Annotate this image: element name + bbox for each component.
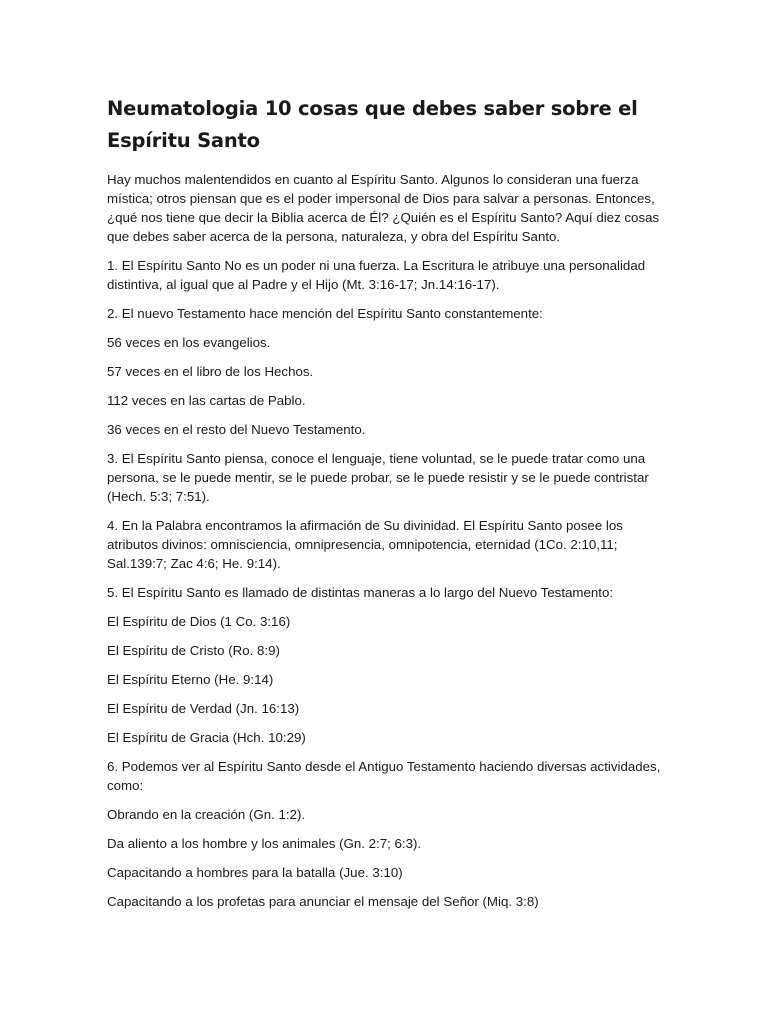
document-title: Neumatologia 10 cosas que debes saber sobre el Espíritu Santo: [107, 97, 638, 152]
point-4-paragraph: 4. En la Palabra encontramos la afirmación de Su divinidad. El Espíritu Santo posee los atributos divinos: omnisciencia, omnipresencia, omnipotencia, eternidad (1Co. 2:10,11; Sal.139:7; Zac 4:6; He. 9:14).: [107, 518, 623, 571]
list-item: Capacitando a los profetas para anunciar el mensaje del Señor (Miq. 3:8): [107, 894, 539, 909]
intro-paragraph: Hay muchos malentendidos en cuanto al Espíritu Santo. Algunos lo consideran una fuerza mística; otros piensan que es el poder impersonal de Dios para salvar a personas. Entonces, ¿qué nos tiene que decir la Biblia acerca de Él? ¿Quién es el Espíritu Santo? Aquí diez cosas que debes saber acerca de la persona, naturaleza, y obra del Espíritu Santo.: [107, 172, 660, 244]
list-item: Capacitando a hombres para la batalla (Jue. 3:10): [107, 865, 403, 880]
point-6-paragraph: 6. Podemos ver al Espíritu Santo desde el Antiguo Testamento haciendo diversas actividades, como:: [107, 759, 661, 793]
document-page: [107, 93, 667, 921]
list-item: El Espíritu de Cristo (Ro. 8:9): [107, 643, 280, 658]
list-item: Da aliento a los hombre y los animales (Gn. 2:7; 6:3).: [107, 836, 422, 851]
list-item: El Espíritu Eterno (He. 9:14): [107, 672, 274, 687]
list-item: El Espíritu de Verdad (Jn. 16:13): [107, 701, 300, 716]
point-2-paragraph: 2. El nuevo Testamento hace mención del Espíritu Santo constantemente:: [107, 306, 543, 321]
list-item: 112 veces en las cartas de Pablo.: [107, 393, 306, 408]
list-item: Obrando en la creación (Gn. 1:2).: [107, 807, 306, 822]
list-item: El Espíritu de Dios (1 Co. 3:16): [107, 614, 291, 629]
point-1-paragraph: 1. El Espíritu Santo No es un poder ni una fuerza. La Escritura le atribuye una personalidad distintiva, al igual que al Padre y el Hijo (Mt. 3:16-17; Jn.14:16-17).: [107, 258, 646, 292]
list-item: 56 veces en los evangelios.: [107, 335, 271, 350]
list-item: 36 veces en el resto del Nuevo Testamento.: [107, 422, 366, 437]
point-5-paragraph: 5. El Espíritu Santo es llamado de distintas maneras a lo largo del Nuevo Testamento:: [107, 585, 614, 600]
list-item: 57 veces en el libro de los Hechos.: [107, 364, 314, 379]
list-item: El Espíritu de Gracia (Hch. 10:29): [107, 730, 306, 745]
point-3-paragraph: 3. El Espíritu Santo piensa, conoce el lenguaje, tiene voluntad, se le puede tratar como una persona, se le puede mentir, se le puede probar, se le puede resistir y se le puede contristar (Hech. 5:3; 7:51).: [107, 451, 649, 504]
